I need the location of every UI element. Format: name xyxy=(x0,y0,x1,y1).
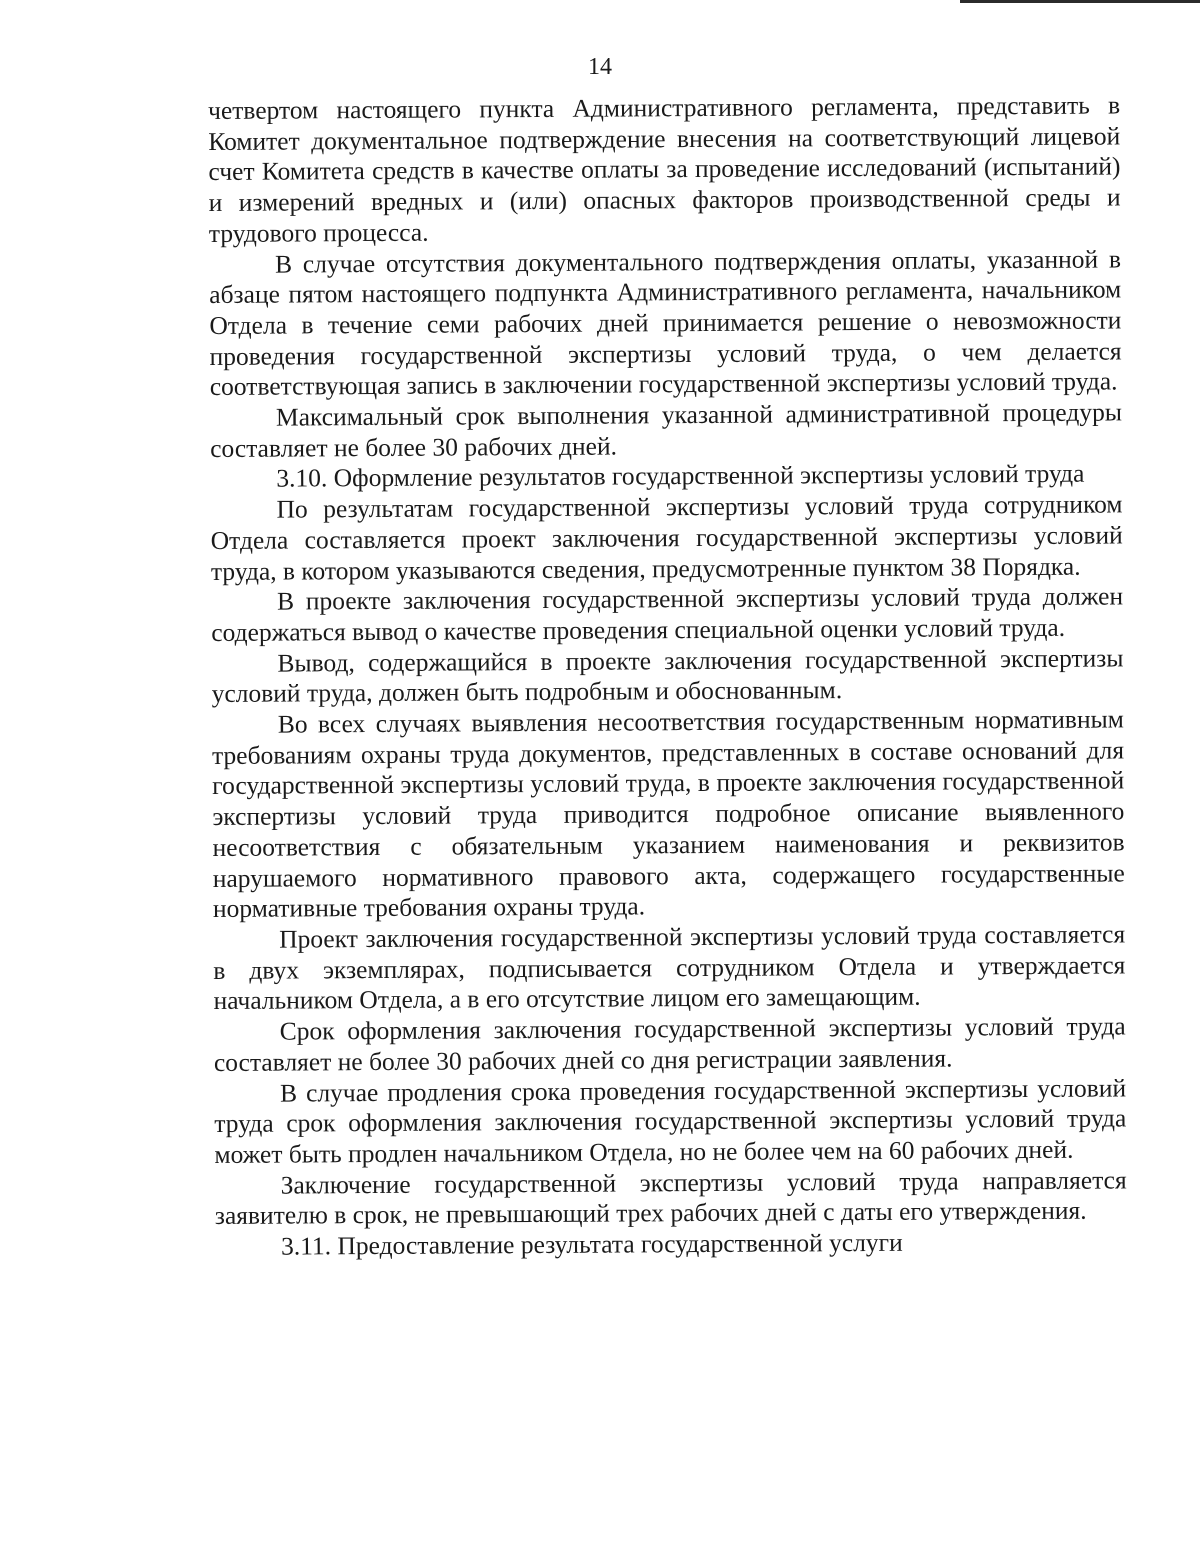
paragraph-continuation: четвертом настоящего пункта Административного регламента, представить в Комитет документальное подтверждение внесения на соответствующий лицевой счет Комитета средств в качестве оплаты за проведение исследований (испытаний) и измерений вредных и (или) опасных факторов производственной среды и трудового процесса. xyxy=(208,90,1121,248)
section-heading-3-11: 3.11. Предоставление результата государственной услуги xyxy=(280,1227,903,1261)
paragraph-extension: В случае продления срока проведения государственной экспертизы условий труда срок оформления заключения государственной экспертизы условий труда может быть продлен начальником Отдела, но не более чем на 60 рабочих дней. xyxy=(214,1072,1127,1169)
paragraph-quality-conclusion: В проекте заключения государственной экспертизы условий труда должен содержаться вывод о качестве проведения специальной оценки условий труда. xyxy=(211,581,1124,647)
scan-edge-line xyxy=(960,0,1200,3)
document-body xyxy=(208,90,1127,1262)
paragraph-nonconformity: Во всех случаях выявления несоответствия государственным нормативным требованиям охраны труда документов, представленных в составе оснований для государственной экспертизы условий труда, в проекте заключения государственной экспертизы условий труда приводится подробное описание выявленного несоответствия с обязательным указанием наименования и реквизитов нарушаемого нормативного правового акта, содержащего государственные нормативные требования охраны труда. xyxy=(211,704,1125,924)
paragraph-registration-term: Срок оформления заключения государственной экспертизы условий труда составляет не более 30 рабочих дней со дня регистрации заявления. xyxy=(213,1011,1126,1077)
paragraph-draft-conclusion: По результатам государственной экспертизы условий труда сотрудником Отдела составляется проект заключения государственной экспертизы условий труда, в котором указываются сведения, предусмотренные пунктом 38 Порядка. xyxy=(210,489,1123,586)
paragraph-detailed-conclusion: Вывод, содержащийся в проекте заключения государственной экспертизы условий труда, должен быть подробным и обоснованным. xyxy=(211,643,1124,709)
paragraph-max-term: Максимальный срок выполнения указанной административной процедуры составляет не более 30 рабочих дней. xyxy=(210,397,1123,463)
page-number: 14 xyxy=(588,54,612,80)
section-heading-3-10: 3.10. Оформление результатов государственной экспертизы условий труда xyxy=(276,459,1085,494)
paragraph-no-payment: В случае отсутствия документального подтверждения оплаты, указанной в абзаце пятом настоящего подпункта Административного регламента, начальником Отдела в течение семи рабочих дней принимается решение о невозможности проведения государственной экспертизы условий труда, о чем делается соответствующая запись в заключении государственной экспертизы условий труда. xyxy=(209,243,1122,402)
paragraph-sending: Заключение государственной экспертизы условий труда направляется заявителю в срок, не превышающий трех рабочих дней с даты его утверждения. xyxy=(214,1165,1127,1231)
paragraph-two-copies: Проект заключения государственной экспертизы условий труда составляется в двух экземплярах, подписывается сотрудником Отдела и утверждается начальником Отдела, а в его отсутствие лицом его замещающим. xyxy=(213,919,1126,1016)
